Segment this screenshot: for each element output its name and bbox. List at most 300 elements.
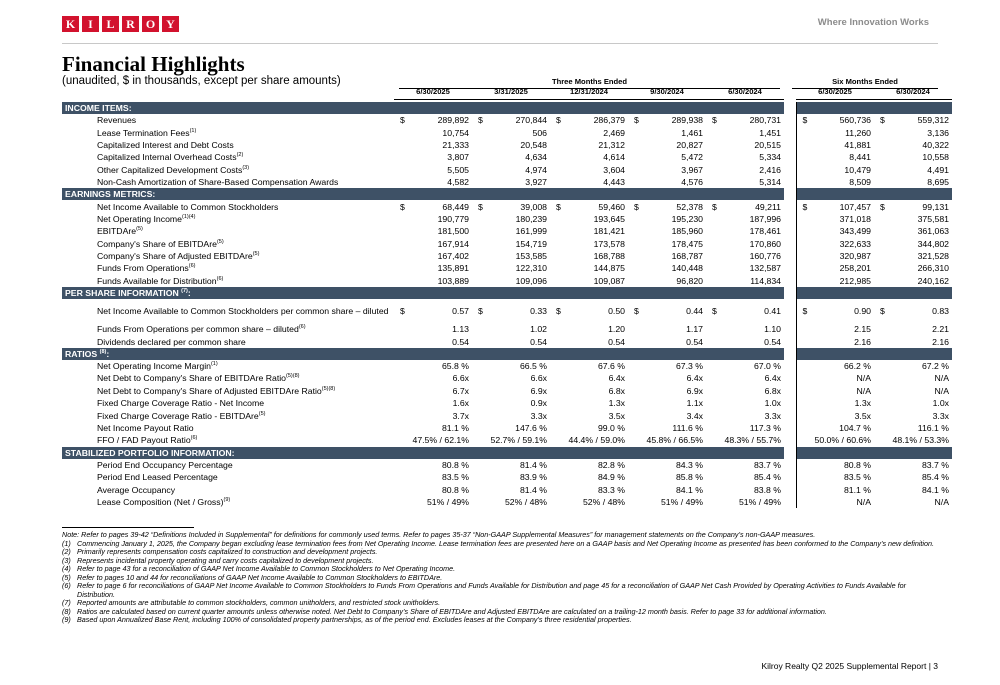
currency-sign: $ [478,306,483,317]
footnote-ref: (6) [298,324,306,331]
footnote-key: (6) [62,581,71,590]
currency-sign [550,459,562,471]
value-cell: 49,211 [755,201,781,212]
value-cell: 5,505 [447,164,469,175]
currency-sign [706,434,718,446]
currency-sign [706,360,718,372]
group-gap [784,397,796,409]
value-cell: 81.4 % [519,484,547,495]
value-cell: 66.5 % [519,361,547,372]
value-cell: 258,201 [839,263,871,274]
currency-sign [874,275,886,287]
row-label [62,200,394,212]
currency-sign [796,471,808,483]
value-cell: 21,312 [598,139,625,150]
value-cell: 5,472 [681,152,703,163]
row-label-text: Net Debt to Company's Share of Adjusted EBITDAre Ratio [97,385,322,396]
currency-sign [472,459,484,471]
value-cell: 3,807 [447,152,469,163]
row-label [62,372,394,384]
table-row [62,250,952,262]
currency-sign [550,385,562,397]
section-title: RATIOS $^{(8)}$: [62,348,784,360]
value-cell: 178,461 [749,226,781,237]
currency-sign [394,250,406,262]
value-cell: 6.6x [452,373,469,384]
value-cell: 51% / 49% [738,496,781,507]
currency-sign [706,459,718,471]
currency-sign [706,164,718,176]
currency-sign [550,176,562,188]
currency-sign [628,262,640,274]
currency-sign [796,151,808,163]
row-label-text: Average Occupancy [97,484,176,495]
table-row [62,422,952,434]
value-cell: 4,634 [525,152,547,163]
footnote-text: Refer to page 6 for reconciliations of GAAP Net Income Available to Common Stockholders to Funds From Operations and Funds Available for Distribution and page 45 for a reconciliation of GAAP Net Cash Provided by Operating Activities to Funds Available for Distribution. [77,581,906,599]
row-label-text: Net Income Payout Ratio [97,423,194,433]
currency-sign [874,397,886,409]
currency-sign [550,335,562,347]
footnote-text: Represents incidental property operating and carry costs capitalized to development projects. [77,555,374,565]
value-cell: 1.0x [932,398,949,409]
footnote-ref: (7) [181,288,188,295]
currency-sign [706,409,718,421]
currency-sign [706,151,718,163]
row-label-text: Funds Available for Distribution [97,275,217,286]
value-cell: 39,008 [520,201,547,212]
currency-sign [550,262,562,274]
footnote-ref: (5)(8) [286,373,300,380]
table-row [62,238,952,250]
group-gap [784,409,796,421]
currency-sign [472,409,484,421]
value-cell: 10,754 [442,127,469,138]
value-cell: 99.0 % [597,423,625,433]
currency-sign [550,323,562,335]
currency-sign [874,238,886,250]
currency-sign [628,434,640,446]
column-header: 3/31/2025 [472,87,550,100]
currency-sign [394,225,406,237]
currency-sign [550,250,562,262]
footnote-ref: (5) [252,251,260,258]
table-row [62,176,952,188]
table-row [62,164,952,176]
page-title: Financial Highlights [62,52,245,76]
currency-sign [628,496,640,508]
three-months-header: Three Months Ended [399,77,780,89]
currency-sign [472,164,484,176]
value-cell: 321,528 [917,251,949,262]
value-cell: 178,475 [671,238,703,249]
currency-sign [550,496,562,508]
value-cell: 2.21 [932,324,949,335]
currency-sign [394,151,406,163]
value-cell: 180,239 [515,213,547,224]
currency-sign [874,126,886,138]
value-cell: 96,820 [676,275,703,286]
value-cell: 81.1 % [441,423,469,433]
section-title: INCOME ITEMS: [62,102,784,114]
currency-sign [628,225,640,237]
currency-sign [394,372,406,384]
footnote-text: Based upon Annualized Base Rent, including 100% of consolidated property partnerships, as of the period end. Excludes leases at the Company’s three residential properties. [77,615,632,624]
value-cell: 560,736 [839,115,871,126]
value-cell: 0.83 [932,306,949,317]
table-row [62,126,952,138]
currency-sign: $ [712,306,717,317]
currency-sign [796,434,808,446]
value-cell: 3.3x [932,410,949,421]
currency-sign: $ [712,115,717,126]
currency-sign [472,335,484,347]
currency-sign [796,397,808,409]
value-cell: 167,402 [437,251,469,262]
currency-sign [796,323,808,335]
value-cell: 3,927 [525,177,547,188]
value-cell: 68,449 [442,201,469,212]
row-label-text: Other Capitalized Development Costs [97,164,243,175]
row-label [62,238,394,250]
currency-sign [706,422,718,434]
footnote-ref: (6) [216,275,224,282]
value-cell: 4,576 [681,177,703,188]
value-cell: 122,310 [515,263,547,274]
group-gap [784,360,796,372]
currency-sign [796,360,808,372]
currency-sign: $ [880,201,885,212]
section-title: EARNINGS METRICS: [62,188,784,200]
footnote-key: (7) [62,598,71,607]
currency-sign [394,385,406,397]
group-gap [784,213,796,225]
table-row [62,151,952,163]
value-cell: 375,581 [917,213,949,224]
currency-sign [550,471,562,483]
currency-sign: $ [634,201,639,212]
table-row [62,397,952,409]
row-label-text: Lease Termination Fees [97,127,190,138]
currency-sign: $ [478,201,483,212]
logo-letter: O [142,16,159,32]
row-label-text: Lease Composition (Net / Gross) [97,496,224,507]
currency-sign [628,459,640,471]
currency-sign: $ [880,115,885,126]
row-label-text: Fixed Charge Coverage Ratio - Net Income [97,398,265,409]
currency-sign [706,225,718,237]
currency-sign [550,126,562,138]
value-cell: 187,996 [749,213,781,224]
currency-sign [874,139,886,151]
row-label-text: Dividends declared per common share [97,336,246,347]
value-cell: 1.3x [854,398,871,409]
value-cell: N/A [856,373,871,384]
value-cell: 147.6 % [515,423,547,433]
group-gap [784,422,796,434]
currency-sign [796,213,808,225]
currency-sign [550,483,562,495]
footnote-key: (2) [62,547,71,556]
currency-sign [706,126,718,138]
group-gap [784,164,796,176]
value-cell: 6.6x [530,373,547,384]
page-subtitle: (unaudited, $ in thousands, except per share amounts) [62,75,341,87]
value-cell: 5,334 [759,152,781,163]
currency-sign [472,151,484,163]
currency-sign [550,434,562,446]
row-label [62,299,394,323]
value-cell: 45.8% / 66.5% [646,435,703,446]
value-cell: 0.54 [452,336,469,347]
value-cell: 41,881 [844,139,871,150]
value-cell: 2,469 [603,127,625,138]
table-row [62,385,952,397]
table-row [62,213,952,225]
row-label [62,213,394,225]
currency-sign [472,250,484,262]
column-header: 6/30/2024 [706,87,784,100]
value-cell: 1.0x [764,398,781,409]
section-header-row [62,102,952,114]
group-gap [784,287,796,299]
currency-sign [394,176,406,188]
footnote-rule [62,527,194,528]
currency-sign [394,409,406,421]
currency-sign [874,176,886,188]
currency-sign [628,176,640,188]
value-cell: 3.7x [452,410,469,421]
value-cell: 67.0 % [753,361,781,372]
currency-sign [874,422,886,434]
currency-sign [874,323,886,335]
currency-sign [472,385,484,397]
value-cell: 170,860 [749,238,781,249]
group-gap [784,102,796,114]
group-gap [784,114,796,126]
currency-sign [472,126,484,138]
value-cell: 99,131 [922,201,949,212]
value-cell: 8,695 [927,177,949,188]
value-cell: 3.5x [608,410,625,421]
value-cell: 1.17 [686,324,703,335]
value-cell: 3,967 [681,164,703,175]
currency-sign [394,213,406,225]
currency-sign [472,397,484,409]
footnote-ref: (1) [189,127,197,134]
currency-sign [796,422,808,434]
currency-sign [472,238,484,250]
value-cell: 0.54 [764,336,781,347]
value-cell: 8,509 [849,177,871,188]
group-gap [784,126,796,138]
currency-sign [706,471,718,483]
currency-sign [628,471,640,483]
value-cell: 144,875 [593,263,625,274]
currency-sign [394,139,406,151]
value-cell: 20,827 [676,139,703,150]
currency-sign [472,496,484,508]
value-cell: 1.20 [608,324,625,335]
value-cell: 3,604 [603,164,625,175]
section-fill [796,188,952,200]
currency-sign [706,250,718,262]
value-cell: 6.4x [686,373,703,384]
currency-sign [394,422,406,434]
currency-sign [796,409,808,421]
value-cell: 3,136 [927,127,949,138]
value-cell: 361,063 [917,226,949,237]
currency-sign [796,250,808,262]
value-cell: 280,731 [749,115,781,126]
logo-letter: R [122,16,139,32]
footnote-text: Primarily represents compensation costs capitalized to construction and development projects. [77,547,378,556]
group-gap [784,262,796,274]
value-cell: 84.1 % [675,484,703,495]
currency-sign [706,139,718,151]
currency-sign [796,225,808,237]
currency-sign [874,385,886,397]
currency-sign [706,275,718,287]
currency-sign [550,397,562,409]
value-cell: 85.4 % [753,472,781,483]
group-gap [784,139,796,151]
row-label [62,275,394,287]
row-label-text: Period End Occupancy Percentage [97,459,233,470]
currency-sign [796,496,808,508]
value-cell: 67.3 % [675,361,703,372]
currency-sign [706,323,718,335]
footnote-ref: (8) [99,348,107,355]
currency-sign [628,397,640,409]
column-header-gap [784,87,796,100]
value-cell: 0.44 [686,306,703,317]
group-gap [784,496,796,508]
currency-sign [874,434,886,446]
row-label-text: Revenues [97,115,137,126]
currency-sign [796,385,808,397]
currency-sign: $ [556,201,561,212]
currency-sign: $ [880,306,885,317]
currency-sign: $ [712,201,717,212]
section-header-row [62,348,952,360]
value-cell: 52% / 48% [582,496,625,507]
currency-sign [394,238,406,250]
footnote-ref: (1)(4) [182,214,196,221]
value-cell: 84.1 % [921,484,949,495]
footnote-text: Ratios are calculated based on current quarter amounts unless otherwise noted. Net Debt to Company’s Share of EBITDAre and Adjusted EBITDAre are calculated on a trailing-12 month basis. Refer to page 33 for additional information. [77,606,827,616]
currency-sign [394,483,406,495]
currency-sign [874,372,886,384]
group-gap [784,372,796,384]
footnote-text: Commencing January 1, 2025, the Company began excluding lease termination fees from Net Operating Income. Lease termination fees are presented here on a GAAP basis and Net Operating Income as presented has been conformed to the Company’s new definition. [77,538,935,548]
footnote-key: (4) [62,564,71,573]
value-cell: 289,892 [437,115,469,126]
row-label [62,422,394,434]
row-label [62,151,394,163]
row-label [62,471,394,483]
row-label-text: Funds From Operations [97,263,189,274]
currency-sign [706,372,718,384]
currency-sign [706,176,718,188]
row-label-text: Capitalized Internal Overhead Costs [97,152,237,163]
value-cell: 3.4x [686,410,703,421]
column-header: 12/31/2024 [550,87,628,100]
column-header: 9/30/2024 [628,87,706,100]
footnote-ref: (5) [136,226,143,233]
currency-sign [472,434,484,446]
currency-sign: $ [478,115,483,126]
currency-sign [394,164,406,176]
row-label-text: Net Debt to Company's Share of EBITDAre Ratio [97,373,287,384]
logo-letter: K [62,16,79,32]
footnote-ref: (9) [223,497,231,504]
currency-sign [628,250,640,262]
currency-sign [874,496,886,508]
value-cell: 1.3x [608,398,625,409]
row-label-text: Net Income Available to Common Stockholders [97,201,279,212]
value-cell: 320,987 [839,251,871,262]
value-cell: 83.7 % [753,459,781,470]
value-cell: 84.9 % [597,472,625,483]
group-gap [784,250,796,262]
footnote-key: (9) [62,615,71,624]
value-cell: 1.10 [764,324,781,335]
value-cell: 83.9 % [519,472,547,483]
row-label [62,225,394,237]
row-label-text: Company's Share of Adjusted EBITDAre [97,251,253,262]
value-cell: 85.4 % [921,472,949,483]
currency-sign [706,397,718,409]
currency-sign [550,139,562,151]
value-cell: 286,379 [593,115,625,126]
currency-sign [628,335,640,347]
value-cell: 168,788 [593,251,625,262]
currency-sign [394,323,406,335]
value-cell: 266,310 [917,263,949,274]
row-label [62,126,394,138]
currency-sign [874,409,886,421]
section-fill [796,102,952,114]
value-cell: 117.3 % [749,423,781,433]
value-cell: 344,802 [917,238,949,249]
value-cell: 65.8 % [441,361,469,372]
currency-sign [472,176,484,188]
footnote-text: Reported amounts are attributable to common stockholders, common unitholders, and restricted stock unitholders. [77,598,441,607]
group-gap [784,299,796,323]
value-cell: 6.7x [452,385,469,396]
value-cell: 83.7 % [921,459,949,470]
currency-sign [550,422,562,434]
footnote-ref: (3) [242,164,250,171]
row-label [62,385,394,397]
value-cell: 104.7 % [839,423,871,433]
currency-sign [550,238,562,250]
column-header: 6/30/2024 [874,87,952,100]
table-row [62,139,952,151]
value-cell: 83.5 % [441,472,469,483]
row-label [62,335,394,347]
currency-sign [628,139,640,151]
currency-sign [472,213,484,225]
footnote-ref: (6) [190,435,198,442]
footnote [62,616,938,625]
currency-sign [472,360,484,372]
value-cell: 4,614 [603,152,625,163]
group-gap [784,459,796,471]
value-cell: N/A [934,496,949,507]
section-title: PER SHARE INFORMATION $^{(7)}$: [62,287,784,299]
